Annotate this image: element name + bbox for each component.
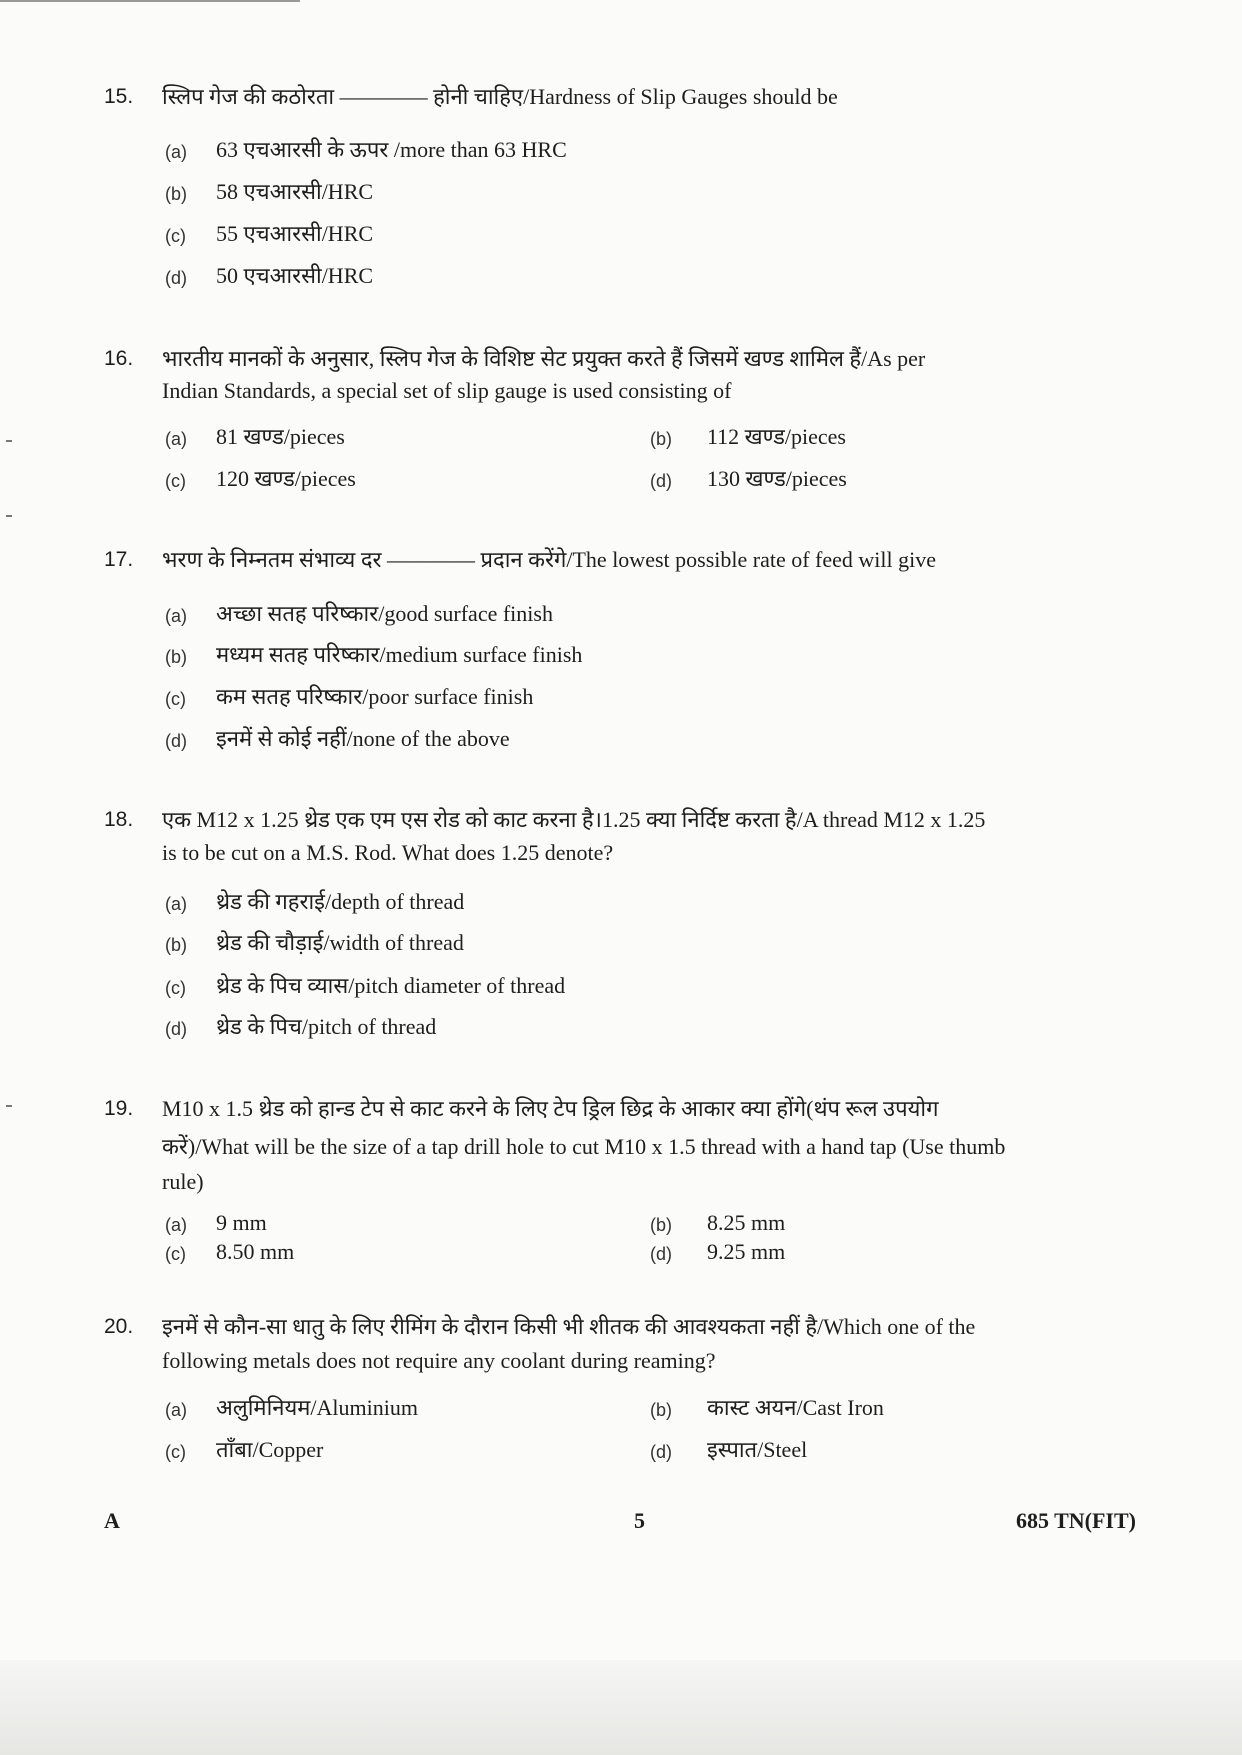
question-number: 18. [104,808,134,831]
option-text: अच्छा सतह परिष्कार/good surface finish [216,601,553,626]
option-label: (b) [165,647,187,667]
option-label: (c) [165,471,186,491]
option-text: अलुमिनियम/Aluminium [216,1395,418,1420]
option-label: (b) [650,1400,672,1420]
option-label: (d) [165,1019,187,1039]
question-number: 19. [104,1097,134,1120]
option-label: (a) [165,429,187,449]
question-text: is to be cut on a M.S. Rod. What does 1.25 denote? [162,840,614,865]
option-label: (d) [650,471,672,491]
option-label: (c) [165,1442,186,1462]
option-text: थ्रेड के पिच/pitch of thread [216,1014,437,1039]
option-label: (a) [165,606,187,626]
question-text: भारतीय मानकों के अनुसार, स्लिप गेज के विशिष्ट सेट प्रयुक्त करते हैं जिसमें खण्ड शामिल हैं/As per [162,346,926,371]
option-label: (d) [650,1244,672,1264]
option-text: थ्रेड के पिच व्यास/pitch diameter of thread [216,973,566,998]
option-label: (c) [165,1244,186,1264]
option-text: कास्ट अयन/Cast Iron [707,1395,884,1420]
question-number: 20. [104,1315,134,1338]
option-label: (a) [165,1215,187,1235]
booklet-series: A [104,1508,120,1533]
option-label: (b) [650,429,672,449]
option-text: 55 एचआरसी/HRC [216,221,374,246]
question-text: एक M12 x 1.25 थ्रेड एक एम एस रोड को काट करना है।1.25 क्या निर्दिष्ट करता है/A thread M12 x 1.25 [162,807,986,832]
option-label: (a) [165,142,187,162]
option-text: ताँबा/Copper [216,1437,324,1462]
option-text: 50 एचआरसी/HRC [216,263,374,288]
margin-mark [6,1105,12,1107]
scan-bottom-edge [0,1660,1242,1755]
margin-mark [6,515,12,517]
option-label: (a) [165,894,187,914]
paper-code: 685 TN(FIT) [1016,1508,1136,1533]
margin-mark [6,440,12,442]
option-text: इनमें से कोई नहीं/none of the above [216,726,510,751]
question-text: M10 x 1.5 थ्रेड को हान्ड टेप से काट करने के लिए टेप ड्रिल छिद्र के आकार क्या होंगे(थंप रूल उपयोग [162,1096,939,1121]
option-label: (c) [165,689,186,709]
question-number: 15. [104,85,134,108]
question-text: rule) [162,1169,204,1194]
option-text: 130 खण्ड/pieces [707,466,847,491]
option-label: (d) [165,268,187,288]
option-text: थ्रेड की चौड़ाई/width of thread [216,930,464,955]
question-text: Indian Standards, a special set of slip gauge is used consisting of [162,378,732,403]
option-label: (b) [165,184,187,204]
question-text: करें)/What will be the size of a tap drill hole to cut M10 x 1.5 thread with a hand tap (Use thumb [162,1134,1006,1159]
option-text: 58 एचआरसी/HRC [216,179,374,204]
option-text: 112 खण्ड/pieces [707,424,846,449]
option-text: थ्रेड की गहराई/depth of thread [216,889,465,914]
option-text: 120 खण्ड/pieces [216,466,356,491]
option-text: 9 mm [216,1210,267,1235]
option-text: 63 एचआरसी के ऊपर /more than 63 HRC [216,137,567,162]
option-label: (b) [165,935,187,955]
option-label: (d) [650,1442,672,1462]
option-label: (c) [165,226,186,246]
option-text: 81 खण्ड/pieces [216,424,345,449]
question-number: 16. [104,347,134,370]
question-text: following metals does not require any coolant during reaming? [162,1348,716,1373]
page-number: 5 [634,1508,645,1533]
question-text: भरण के निम्नतम संभाव्य दर ———— प्रदान करेंगे/The lowest possible rate of feed will give [162,547,937,572]
option-text: 8.25 mm [707,1210,786,1235]
question-number: 17. [104,548,134,571]
question-text: इनमें से कौन-सा धातु के लिए रीमिंग के दौरान किसी भी शीतक की आवश्यकता नहीं है/Which one of the [162,1314,976,1339]
option-text: 8.50 mm [216,1239,295,1264]
option-text: 9.25 mm [707,1239,786,1264]
question-text: स्लिप गेज की कठोरता ———— होनी चाहिए/Hardness of Slip Gauges should be [162,84,838,109]
option-text: इस्पात/Steel [707,1437,808,1462]
option-label: (c) [165,978,186,998]
option-text: कम सतह परिष्कार/poor surface finish [216,684,534,709]
option-text: मध्यम सतह परिष्कार/medium surface finish [216,642,583,667]
option-label: (b) [650,1215,672,1235]
option-label: (d) [165,731,187,751]
scan-top-border [0,0,300,2]
option-label: (a) [165,1400,187,1420]
